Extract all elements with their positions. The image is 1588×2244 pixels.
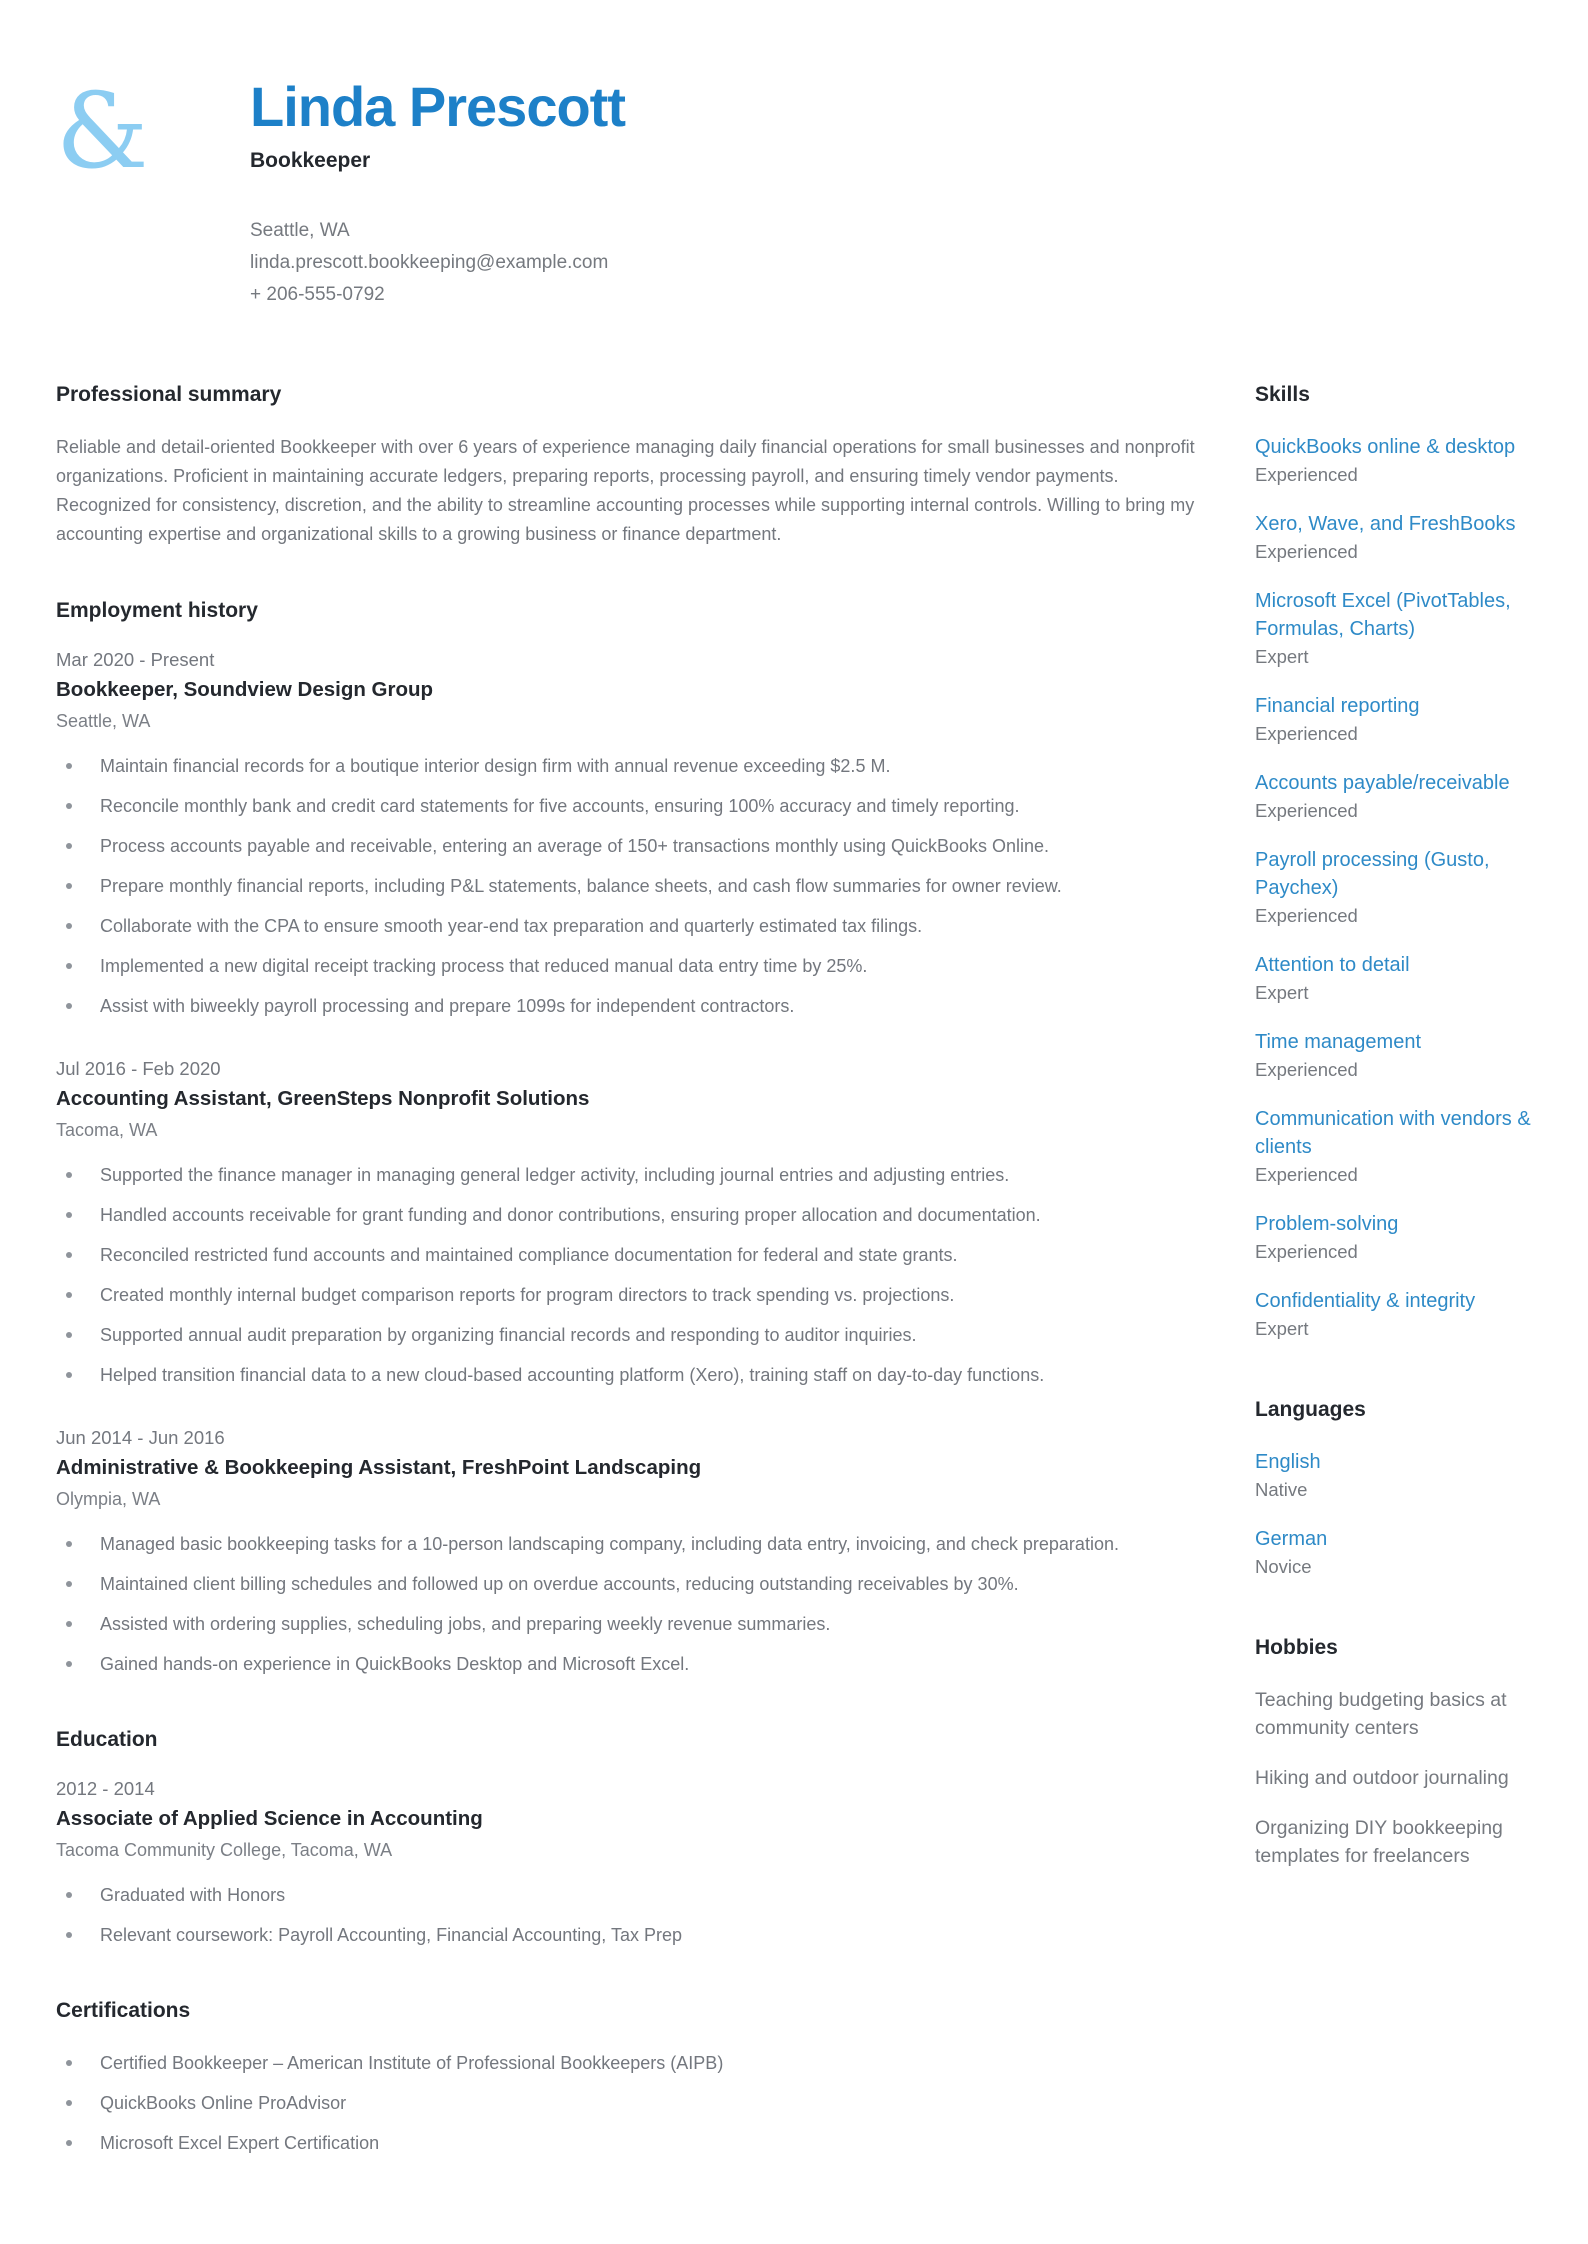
education-bullet-list xyxy=(56,1881,1211,1949)
sidebar xyxy=(1255,383,1532,2207)
person-job-title: Bookkeeper xyxy=(250,148,371,172)
resume-header xyxy=(56,70,1532,311)
hobbies-heading: Hobbies xyxy=(1255,1635,1338,1659)
skill-name: Xero, Wave, and FreshBooks xyxy=(1255,512,1516,535)
bullet-item: Reconcile monthly bank and credit card statements for five accounts, ensuring 100% accuracy and timely reporting. xyxy=(56,792,1211,820)
bullet-item: Helped transition financial data to a new cloud-based accounting platform (Xero), training staff on day-to-day functions. xyxy=(56,1361,1211,1389)
language-name: German xyxy=(1255,1527,1328,1550)
bullet-item: Microsoft Excel Expert Certification xyxy=(56,2129,1211,2157)
summary-text: Reliable and detail-oriented Bookkeeper with over 6 years of experience managing daily financial operations for small businesses and nonprofit organizations. Proficient in maintaining accurate ledgers, preparing reports, processing payroll, and ensuring timely vendor payments. Recognized for consistency, discretion, and the ability to streamline accounting processes while supporting internal controls. Willing to bring my accounting expertise and organizational skills to a growing business or finance department. xyxy=(56,436,1195,544)
bullet-item: Assist with biweekly payroll processing and prepare 1099s for independent contractors. xyxy=(56,992,1211,1020)
job-location: Tacoma, WA xyxy=(56,1119,158,1140)
job-location: Olympia, WA xyxy=(56,1488,161,1509)
bullet-item: Prepare monthly financial reports, including P&L statements, balance sheets, and cash flow summaries for owner review. xyxy=(56,872,1211,900)
skill-name: Communication with vendors & clients xyxy=(1255,1107,1531,1158)
skill-level: Experienced xyxy=(1255,463,1358,485)
bullet-item: Reconciled restricted fund accounts and maintained compliance documentation for federal and state grants. xyxy=(56,1241,1211,1269)
job-entry xyxy=(56,1058,1211,1389)
job-bullet-list xyxy=(56,1161,1211,1389)
bullet-item: Collaborate with the CPA to ensure smooth year-end tax preparation and quarterly estimated tax filings. xyxy=(56,912,1211,940)
language-item xyxy=(1255,1525,1532,1578)
skill-level: Experienced xyxy=(1255,1240,1358,1262)
bullet-item: Graduated with Honors xyxy=(56,1881,1211,1909)
skill-name: Problem-solving xyxy=(1255,1212,1399,1235)
skill-item xyxy=(1255,846,1532,927)
employment-heading: Employment history xyxy=(56,598,258,622)
header-text-area xyxy=(250,75,1532,311)
ampersand-logo-icon: & xyxy=(56,70,149,192)
bullet-item: QuickBooks Online ProAdvisor xyxy=(56,2089,1211,2117)
skill-level: Experienced xyxy=(1255,904,1358,926)
skill-name: Confidentiality & integrity xyxy=(1255,1289,1476,1312)
hobby-item: Hiking and outdoor journaling xyxy=(1255,1766,1509,1789)
hobby-item: Teaching budgeting basics at community centers xyxy=(1255,1688,1507,1739)
skill-name: QuickBooks online & desktop xyxy=(1255,435,1516,458)
bullet-item: Certified Bookkeeper – American Institute of Professional Bookkeepers (AIPB) xyxy=(56,2049,1211,2077)
skill-name: Financial reporting xyxy=(1255,694,1420,717)
main-column xyxy=(56,383,1211,2207)
language-name: English xyxy=(1255,1450,1321,1473)
contact-phone: + 206-555-0792 xyxy=(250,283,385,305)
sidebar-section-hobbies xyxy=(1255,1636,1532,1870)
skill-item xyxy=(1255,1028,1532,1081)
section-education xyxy=(56,1728,1211,1949)
bullet-item: Implemented a new digital receipt tracking process that reduced manual data entry time by 25%. xyxy=(56,952,1211,980)
skill-item xyxy=(1255,1105,1532,1186)
hobby-item: Organizing DIY bookkeeping templates for freelancers xyxy=(1255,1816,1503,1867)
certifications-bullet-list xyxy=(56,2049,1211,2157)
skill-level: Experienced xyxy=(1255,799,1358,821)
sidebar-section-languages xyxy=(1255,1398,1532,1578)
bullet-item: Managed basic bookkeeping tasks for a 10-person landscaping company, including data entry, invoicing, and check preparation. xyxy=(56,1530,1211,1558)
job-entry xyxy=(56,649,1211,1020)
job-title: Administrative & Bookkeeping Assistant, FreshPoint Landscaping xyxy=(56,1455,702,1479)
bullet-item: Maintain financial records for a boutique interior design firm with annual revenue exceeding $2.5 M. xyxy=(56,752,1211,780)
job-dates: Mar 2020 - Present xyxy=(56,648,215,670)
education-entry xyxy=(56,1778,1211,1949)
skill-level: Experienced xyxy=(1255,540,1358,562)
job-entry xyxy=(56,1427,1211,1678)
content-columns xyxy=(56,383,1532,2207)
education-dates: 2012 - 2014 xyxy=(56,1777,155,1799)
bullet-item: Handled accounts receivable for grant funding and donor contributions, ensuring proper allocation and documentation. xyxy=(56,1201,1211,1229)
languages-heading: Languages xyxy=(1255,1397,1366,1421)
skill-item xyxy=(1255,587,1532,668)
skill-level: Experienced xyxy=(1255,1163,1358,1185)
skill-name: Microsoft Excel (PivotTables, Formulas, Charts) xyxy=(1255,589,1511,640)
bullet-item: Maintained client billing schedules and followed up on overdue accounts, reducing outstanding receivables by 30%. xyxy=(56,1570,1211,1598)
job-location: Seattle, WA xyxy=(56,710,151,731)
bullet-item: Assisted with ordering supplies, scheduling jobs, and preparing weekly revenue summaries. xyxy=(56,1610,1211,1638)
bullet-item: Supported annual audit preparation by organizing financial records and responding to auditor inquiries. xyxy=(56,1321,1211,1349)
certifications-heading: Certifications xyxy=(56,1998,191,2022)
skill-level: Expert xyxy=(1255,981,1309,1003)
job-bullet-list xyxy=(56,752,1211,1020)
skill-level: Experienced xyxy=(1255,722,1358,744)
language-item xyxy=(1255,1448,1532,1501)
skills-heading: Skills xyxy=(1255,382,1310,406)
skill-item xyxy=(1255,433,1532,486)
job-bullet-list xyxy=(56,1530,1211,1678)
job-title: Bookkeeper, Soundview Design Group xyxy=(56,677,434,701)
skill-item xyxy=(1255,510,1532,563)
section-employment-history xyxy=(56,599,1211,1678)
bullet-item: Relevant coursework: Payroll Accounting, Financial Accounting, Tax Prep xyxy=(56,1921,1211,1949)
language-level: Novice xyxy=(1255,1555,1312,1577)
skill-name: Accounts payable/receivable xyxy=(1255,771,1510,794)
person-name: Linda Prescott xyxy=(250,75,625,138)
skill-name: Payroll processing (Gusto, Paychex) xyxy=(1255,848,1490,899)
sidebar-section-skills xyxy=(1255,383,1532,1340)
skill-item xyxy=(1255,1210,1532,1263)
skill-item xyxy=(1255,1287,1532,1340)
skill-level: Expert xyxy=(1255,1317,1309,1339)
contact-location: Seattle, WA xyxy=(250,219,350,241)
logo-area xyxy=(56,70,250,311)
section-certifications xyxy=(56,1999,1211,2157)
education-school: Tacoma Community College, Tacoma, WA xyxy=(56,1839,393,1860)
bullet-item: Supported the finance manager in managing general ledger activity, including journal entries and adjusting entries. xyxy=(56,1161,1211,1189)
language-level: Native xyxy=(1255,1478,1308,1500)
skill-name: Time management xyxy=(1255,1030,1421,1053)
contact-block xyxy=(250,215,1532,311)
bullet-item: Process accounts payable and receivable, entering an average of 150+ transactions monthly using QuickBooks Online. xyxy=(56,832,1211,860)
skill-item xyxy=(1255,951,1532,1004)
skill-level: Experienced xyxy=(1255,1058,1358,1080)
summary-heading: Professional summary xyxy=(56,382,282,406)
job-dates: Jun 2014 - Jun 2016 xyxy=(56,1426,225,1448)
education-heading: Education xyxy=(56,1727,158,1751)
skill-item xyxy=(1255,769,1532,822)
bullet-item: Gained hands-on experience in QuickBooks Desktop and Microsoft Excel. xyxy=(56,1650,1211,1678)
skill-name: Attention to detail xyxy=(1255,953,1410,976)
job-dates: Jul 2016 - Feb 2020 xyxy=(56,1057,221,1079)
section-professional-summary xyxy=(56,383,1211,549)
job-title: Accounting Assistant, GreenSteps Nonprofit Solutions xyxy=(56,1086,590,1110)
skill-level: Expert xyxy=(1255,645,1309,667)
contact-email: linda.prescott.bookkeeping@example.com xyxy=(250,251,609,273)
bullet-item: Created monthly internal budget comparison reports for program directors to track spending vs. projections. xyxy=(56,1281,1211,1309)
skill-item xyxy=(1255,692,1532,745)
education-degree: Associate of Applied Science in Accounting xyxy=(56,1806,483,1830)
